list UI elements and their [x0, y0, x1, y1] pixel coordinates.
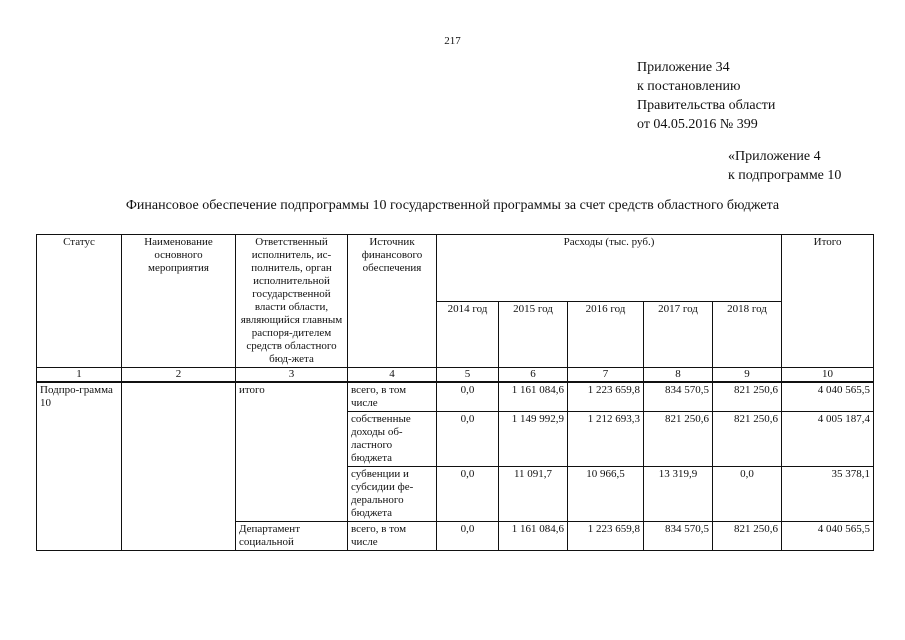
- source-cell: субвенции и субсидии фе-дерального бюджета: [348, 467, 437, 522]
- appendix-line: от 04.05.2016 № 399: [637, 117, 758, 132]
- column-number: 5: [437, 368, 499, 383]
- value-cell: 10 966,5: [568, 467, 644, 522]
- column-number: 6: [499, 368, 568, 383]
- value-cell: 821 250,6: [713, 522, 782, 551]
- value-cell: 0,0: [437, 467, 499, 522]
- value-cell: 1 212 693,3: [568, 412, 644, 467]
- appendix-line: Приложение 34: [637, 60, 730, 75]
- source-cell: всего, в том числе: [348, 382, 437, 412]
- value-cell: 0,0: [437, 382, 499, 412]
- total-cell: 4 040 565,5: [782, 382, 874, 412]
- responsible-cell: Департамент социальной: [236, 522, 348, 551]
- header-name: Наименование основного мероприятия: [122, 235, 236, 368]
- financing-table: [36, 234, 874, 551]
- sub-appendix-block: [728, 147, 841, 185]
- source-cell: всего, в том числе: [348, 522, 437, 551]
- source-cell: собственные доходы об-ластного бюджета: [348, 412, 437, 467]
- header-year: 2014 год: [437, 301, 499, 368]
- column-number: 8: [644, 368, 713, 383]
- header-row: [37, 235, 874, 302]
- header-total: Итого: [782, 235, 874, 368]
- table-row: [37, 382, 874, 412]
- column-number: 1: [37, 368, 122, 383]
- document-title: Финансовое обеспечение подпрограммы 10 государственной программы за счет средств областного бюджета: [125, 198, 780, 213]
- value-cell: 834 570,5: [644, 382, 713, 412]
- value-cell: 0,0: [713, 467, 782, 522]
- page-number: 217: [444, 35, 461, 47]
- header-year: 2016 год: [568, 301, 644, 368]
- header-responsible: Ответственный исполнитель, ис-полнитель, орган исполнительной государственной власти области, являющийся главным распоря-дителем средств областного бюд-жета: [236, 235, 348, 368]
- total-cell: 4 040 565,5: [782, 522, 874, 551]
- status-cell: Подпро-грамма 10: [37, 382, 122, 551]
- column-number: 9: [713, 368, 782, 383]
- value-cell: 0,0: [437, 522, 499, 551]
- header-year: 2015 год: [499, 301, 568, 368]
- value-cell: 1 223 659,8: [568, 382, 644, 412]
- column-number: 2: [122, 368, 236, 383]
- column-number: 3: [236, 368, 348, 383]
- appendix-block: [637, 58, 775, 134]
- value-cell: 1 223 659,8: [568, 522, 644, 551]
- value-cell: 821 250,6: [644, 412, 713, 467]
- appendix-line: к постановлению: [637, 79, 741, 94]
- name-cell: [122, 382, 236, 551]
- header-year: 2018 год: [713, 301, 782, 368]
- value-cell: 0,0: [437, 412, 499, 467]
- value-cell: 1 161 084,6: [499, 382, 568, 412]
- sub-appendix-line: к подпрограмме 10: [728, 168, 842, 183]
- sub-appendix-line: «Приложение 4: [728, 149, 821, 164]
- value-cell: 13 319,9: [644, 467, 713, 522]
- value-cell: 821 250,6: [713, 412, 782, 467]
- column-number: 4: [348, 368, 437, 383]
- value-cell: 834 570,5: [644, 522, 713, 551]
- header-source: Источник финансового обеспечения: [348, 235, 437, 368]
- column-number: 10: [782, 368, 874, 383]
- value-cell: 1 161 084,6: [499, 522, 568, 551]
- total-cell: 4 005 187,4: [782, 412, 874, 467]
- value-cell: 1 149 992,9: [499, 412, 568, 467]
- appendix-line: Правительства области: [637, 98, 776, 113]
- value-cell: 821 250,6: [713, 382, 782, 412]
- header-expenses: Расходы (тыс. руб.): [437, 235, 782, 302]
- column-number: 7: [568, 368, 644, 383]
- total-cell: 35 378,1: [782, 467, 874, 522]
- header-year: 2017 год: [644, 301, 713, 368]
- header-status: Статус: [37, 235, 122, 368]
- column-number-row: [37, 368, 874, 383]
- value-cell: 11 091,7: [499, 467, 568, 522]
- responsible-cell: итого: [236, 382, 348, 522]
